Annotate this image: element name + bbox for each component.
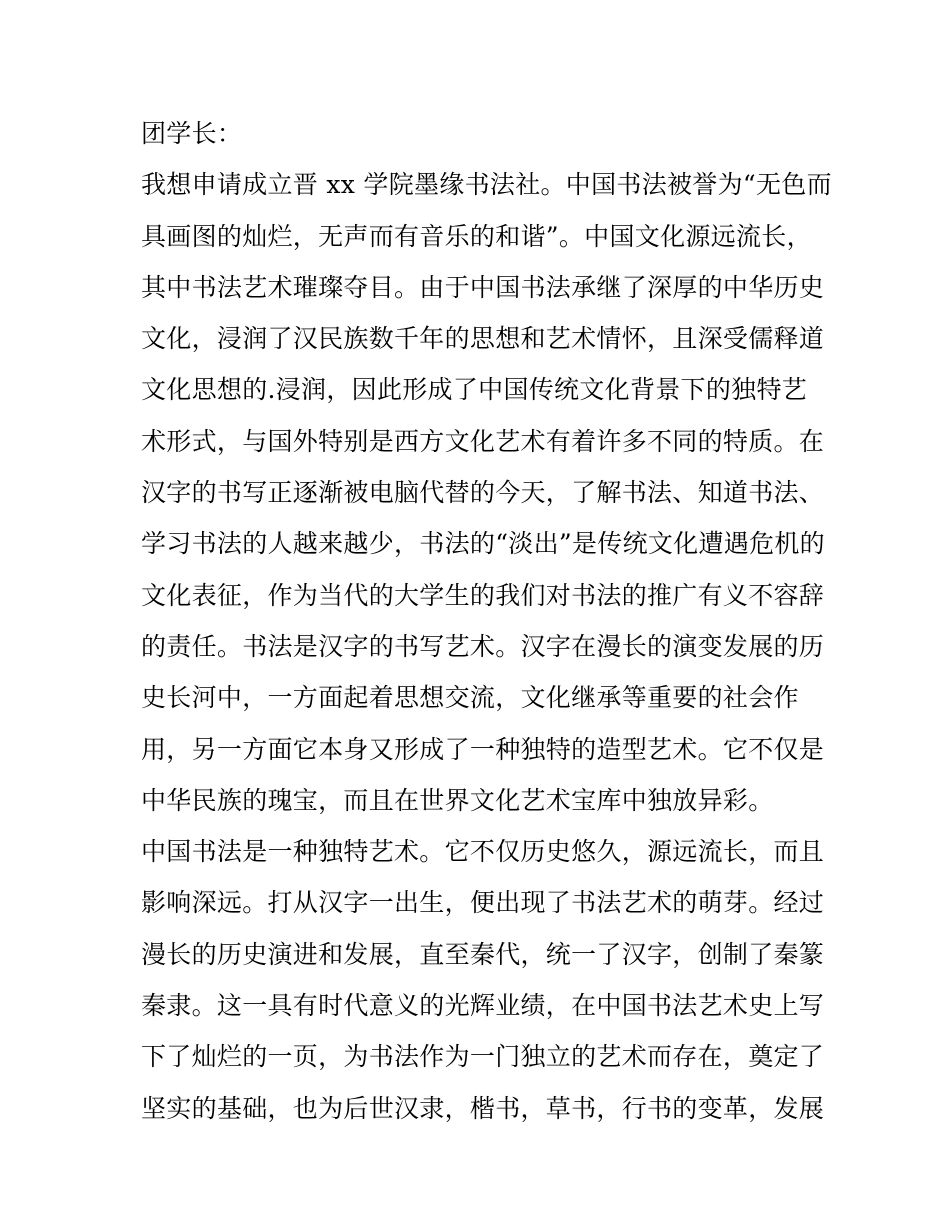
text-line: 文化，浸润了汉民族数千年的思想和艺术情怀，且深受儒释道 xyxy=(141,324,825,354)
salutation-line: 团学长： xyxy=(141,119,243,148)
text-line: 学习书法的人越来越少，书法的“淡出”是传统文化遭遇危机的 xyxy=(141,529,825,559)
text-line: 下了灿烂的一页，为书法作为一门独立的艺术而存在，奠定了 xyxy=(141,1042,825,1072)
text-line: 漫长的历史演进和发展，直至秦代，统一了汉字，创制了秦篆 xyxy=(141,939,825,969)
text-line: 中国书法是一种独特艺术。它不仅历史悠久，源远流长，而且 xyxy=(141,837,825,867)
text-line: 用，另一方面它本身又形成了一种独特的造型艺术。它不仅是 xyxy=(141,734,825,764)
text-line: 其中书法艺术璀璨夺目。由于中国书法承继了深厚的中华历史 xyxy=(141,272,825,302)
text-line: 术形式，与国外特别是西方文化艺术有着许多不同的特质。在 xyxy=(141,426,825,456)
text-line: 秦隶。这一具有时代意义的光辉业绩，在中国书法艺术史上写 xyxy=(141,991,825,1021)
text-line: 影响深远。打从汉字一出生，便出现了书法艺术的萌芽。经过 xyxy=(141,888,825,918)
text-line: 史长河中，一方面起着思想交流，文化继承等重要的社会作 xyxy=(141,683,799,713)
text-line: 的责任。书法是汉字的书写艺术。汉字在漫长的演变发展的历 xyxy=(141,631,825,661)
text-line: 具画图的灿烂，无声而有音乐的和谐”。中国文化源远流长， xyxy=(141,221,812,251)
document-body xyxy=(141,108,832,1134)
text-line: 汉字的书写正逐渐被电脑代替的今天，了解书法、知道书法、 xyxy=(141,478,825,508)
text-line: 我想申请成立晋 xx 学院墨缘书法社。中国书法被誉为“无色而 xyxy=(141,170,832,200)
text-line: 文化表征，作为当代的大学生的我们对书法的推广有义不容辞 xyxy=(141,580,825,610)
text-line: 坚实的基础，也为后世汉隶，楷书，草书，行书的变革，发展 xyxy=(141,1093,825,1123)
text-line: 中华民族的瑰宝，而且在世界文化艺术宝库中独放异彩。 xyxy=(141,785,774,815)
text-line: 文化思想的.浸润，因此形成了中国传统文化背景下的独特艺 xyxy=(141,375,808,405)
